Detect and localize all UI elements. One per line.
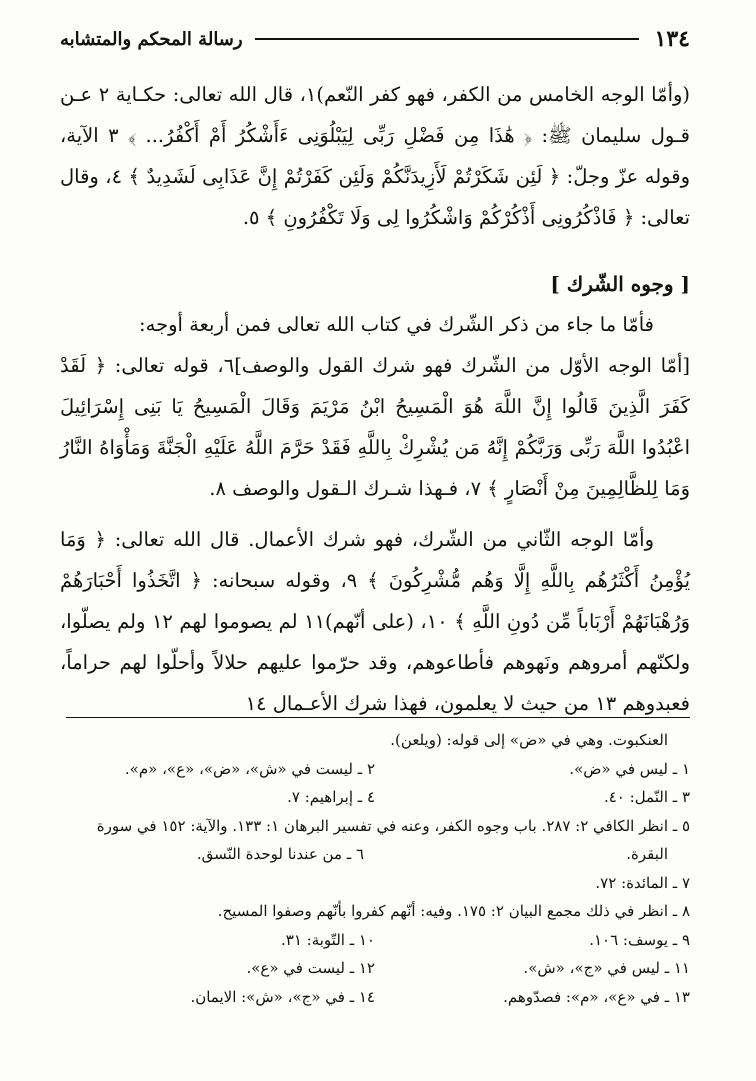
footnote-12: ١٢ ـ ليست في «ع».	[246, 959, 375, 977]
footnote-2: ٢ ـ ليست في «ش»، «ض»، «ع»، «م».	[124, 759, 375, 778]
page-number: ١٣٤	[654, 26, 690, 52]
paragraph-first-shirk: [أمّا الوجه الأوّل من الشّرك فهو شرك القول والوصف]٦، قوله تعالى: ﴿ لَقَدْ كَفَرَ الَّذِينَ قَالُوا إِنَّ اللَّهَ هُوَ الْمَسِيحُ ابْنُ مَرْيَمَ وَقَالَ الْمَسِيحُ يَا بَنِى إِسْرَائِيلَ اعْبُدُوا اللَّهَ رَبِّى وَرَبَّكُمْ إِنَّهُ مَن يُشْرِكْ بِاللَّهِ فَقَدْ حَرَّمَ اللَّهُ عَلَيْهِ الْجَنَّةَ وَمَأْوَاهُ النَّارُ وَمَا لِلظَّالِمِينَ مِنْ أَنْصَارٍ ﴾ ٧، فـهذا شـرك الـقول والوصف ٨.	[60, 354, 690, 500]
footnote-row	[60, 983, 690, 1012]
footnote-row	[60, 840, 690, 869]
footnote-row	[60, 954, 690, 983]
paragraph-second-shirk: وأمّا الوجه الثّاني من الشّرك، فهو شرك الأعمال. قال الله تعالى: ﴿ وَمَا يُؤْمِنُ أَكْثَرُهُم بِاللَّهِ إِلَّا وَهُم مُّشْرِكُونَ ﴾ ٩، وقوله سبحانه: ﴿ اتَّخَذُوا أَحْبَارَهُمْ وَرُهْبَانَهُمْ أَرْبَاباً مِّن دُونِ اللَّهِ ﴾ ١٠، (على أنّهم)١١ لم يصوموا لهم ١٢ ولم يصلّوا، ولكنّهم أمروهم ونَهوهم فأطاعوهم، وقد حرّموا عليهم حلالاً وأحلّوا لهم حراماً، فعبدوهم ١٣ من حيث لا يعلمون، فهذا شرك الأعـمال ١٤	[60, 528, 691, 715]
footnote-5-continuation: البقرة.	[626, 845, 668, 863]
main-text	[60, 74, 690, 724]
footnote-9: ٩ ـ يوسف: ١٠٦.	[589, 930, 690, 949]
running-header	[60, 22, 690, 56]
footnote-row	[60, 926, 690, 955]
footnote-row	[60, 755, 690, 784]
footnote-divider	[66, 717, 690, 718]
footnote-13: ١٣ ـ في «ع»، «م»: فصدّوهم.	[503, 987, 690, 1006]
footnotes	[60, 726, 690, 1011]
footnote-3: ٣ ـ النّمل: ٤٠.	[603, 788, 690, 806]
paragraph-fifth-kufr: (وأمّا الوجه الخامس من الكفر، فهو كفر النّعم)١، قال الله تعالى: حكـاية ٢ عـن قـول سليمان ﷺ: ﴿ هَٰذَا مِن فَضْلِ رَبِّى لِيَبْلُوَنِى ءَأَشْكُرُ أَمْ أَكْفُرُ... ﴾ ٣ الآية، وقوله عزّ وجلّ: ﴿ لَئِن شَكَرْتُمْ لَأَزِيدَنَّكُمْ وَلَئِن كَفَرْتُمْ إِنَّ عَذَابِى لَشَدِيدٌ ﴾ ٤، وقال تعالى: ﴿ فَاذْكُرُونِى أَذْكُرْكُمْ وَاشْكُرُوا لِى وَلَا تَكْفُرُونِ ﴾ ٥.	[60, 83, 691, 229]
running-title: رسالة المحكم والمتشابه	[60, 28, 243, 50]
footnote-11: ١١ ـ ليس في «ج»، «ش».	[523, 959, 690, 977]
footnote-row	[60, 783, 690, 812]
footnote-continuation: العنكبوت. وهي في «ض» إلى قوله: (ويلعن).	[390, 731, 668, 749]
header-rule	[255, 38, 639, 40]
footnote-4: ٤ ـ إبراهيم: ٧.	[287, 788, 375, 806]
footnote-14: ١٤ ـ في «ج»، «ش»: الايمان.	[190, 987, 375, 1006]
footnote-1: ١ ـ ليس في «ض».	[569, 759, 690, 778]
footnote-6: ٦ ـ من عندنا لوحدة النّسق.	[196, 845, 364, 863]
paragraph-intro-shirk: فأمّا ما جاء من ذكر الشّرك في كتاب الله تعالى فمن أربعة أوجه:	[139, 313, 654, 336]
section-heading: [ وجوه الشّرك ]	[550, 272, 690, 296]
footnote-5: ٥ ـ انظر الكافي ٢: ٢٨٧. باب وجوه الكفر، وعنه في تفسير البرهان ١: ١٣٣. والآية: ١٥٢ في سورة	[96, 816, 690, 835]
footnote-8: ٨ ـ انظر في ذلك مجمع البيان ٢: ١٧٥. وفيه: أنّهم كفروا بأنّهم وصفوا المسيح.	[217, 902, 690, 920]
footnote-7: ٧ ـ المائدة: ٧٢.	[595, 873, 690, 892]
footnote-10: ١٠ ـ التّوبة: ٣١.	[280, 930, 375, 949]
